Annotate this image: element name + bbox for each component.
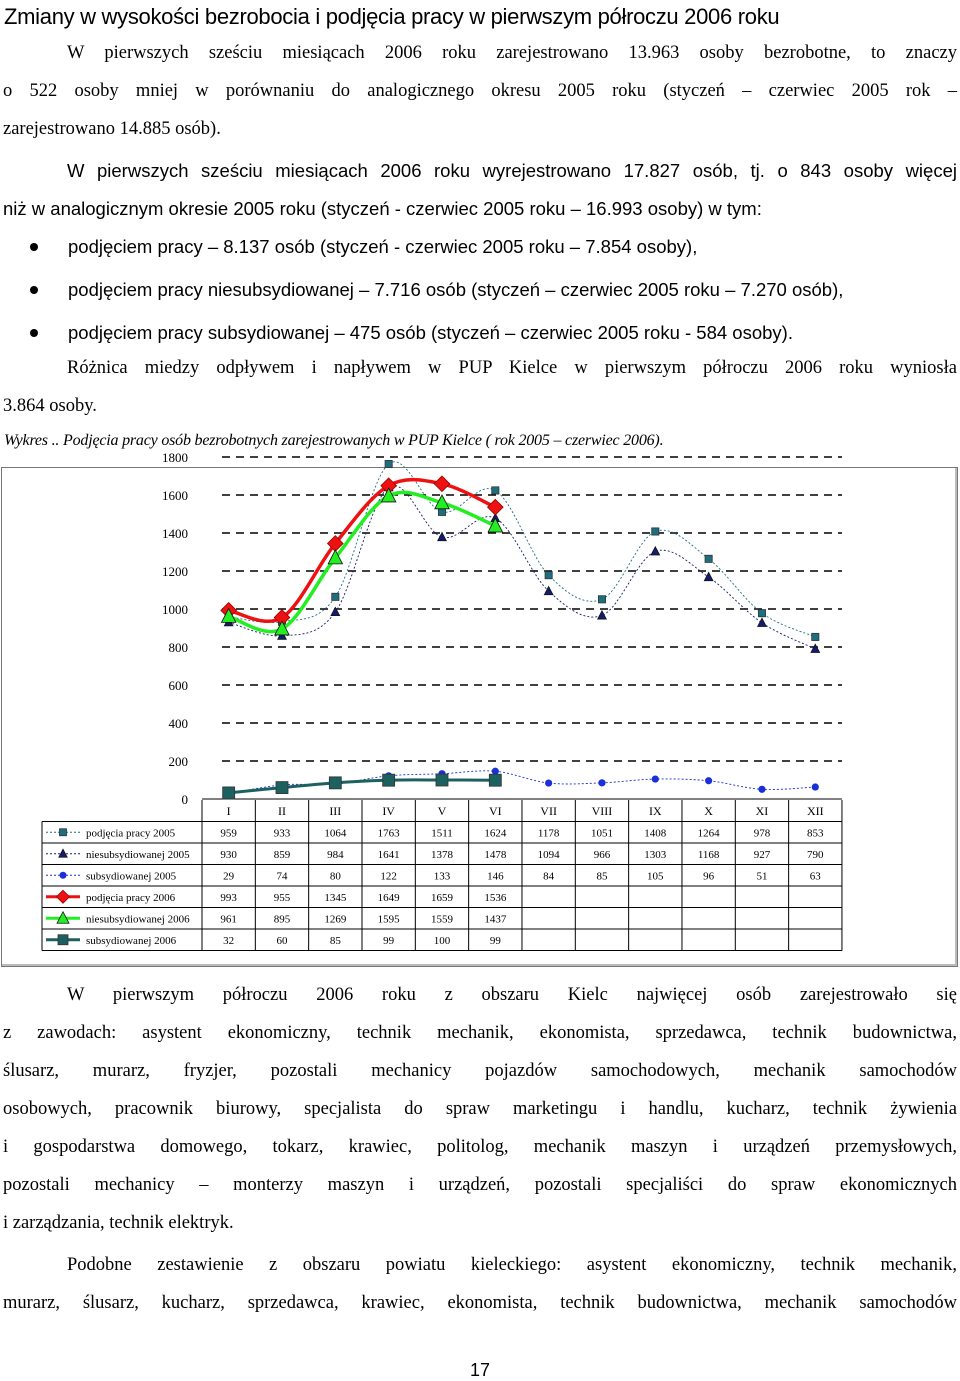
y-tick-label: 400 xyxy=(168,716,188,731)
legend-label: subsydiowanej 2006 xyxy=(86,934,177,947)
y-tick-label: 0 xyxy=(181,792,188,807)
data-point xyxy=(812,633,819,640)
data-label: 80 xyxy=(329,870,341,883)
y-tick-label: 1600 xyxy=(162,488,188,503)
data-label: 29 xyxy=(223,870,235,883)
paragraph-registrations xyxy=(3,34,957,148)
y-tick-label: 1000 xyxy=(162,602,188,617)
legend-label: podjęcia pracy 2005 xyxy=(86,827,176,840)
data-point xyxy=(651,547,660,555)
data-label: 978 xyxy=(753,827,771,840)
data-label: 961 xyxy=(220,913,237,926)
data-point xyxy=(811,644,820,652)
data-point xyxy=(652,775,659,782)
data-label: 84 xyxy=(543,870,555,883)
data-label: 1511 xyxy=(431,827,453,840)
data-label: 1408 xyxy=(644,827,667,840)
data-label: 1763 xyxy=(377,827,400,840)
data-point xyxy=(652,528,659,535)
data-label: 790 xyxy=(807,848,824,861)
data-label: 60 xyxy=(276,934,288,947)
paragraph-professions-county xyxy=(3,1246,957,1322)
data-label: 1437 xyxy=(484,913,507,926)
data-label: 1094 xyxy=(537,848,560,861)
data-point xyxy=(545,572,552,579)
legend-label: niesubsydiowanej 2006 xyxy=(86,913,190,926)
data-label: 927 xyxy=(753,848,771,861)
data-label: 100 xyxy=(433,934,451,947)
data-point xyxy=(492,487,499,494)
x-tick-label: II xyxy=(277,804,286,818)
y-tick-label: 1400 xyxy=(162,526,188,541)
data-label: 99 xyxy=(383,934,395,947)
data-label: 85 xyxy=(329,934,341,947)
paragraph-line: 3.864 osoby. xyxy=(3,396,97,416)
series-line xyxy=(229,771,816,794)
data-label: 1168 xyxy=(697,848,720,861)
paragraph-line: z zawodach: asystent ekonomiczny, technik mechanik, ekonomista, sprzedawca, technik budownictwa, xyxy=(3,1023,957,1043)
paragraph-line: pozostali mechanicy – monterzy maszyn i urządzeń, pozostali specjaliści do spraw ekonomicznych xyxy=(3,1175,957,1195)
bullet-text: podjęciem pracy niesubsydiowanej – 7.716 osób (styczeń – czerwiec 2005 roku – 7.270 osób), xyxy=(68,279,844,300)
paragraph-line: Różnica miedzy odpływem i napływem w PUP Kielce w pierwszym półroczu 2006 roku wyniosła xyxy=(67,358,957,378)
data-label: 1345 xyxy=(324,891,347,904)
y-tick-label: 800 xyxy=(168,640,188,655)
paragraph-professions-kielce xyxy=(3,976,957,1242)
data-label: 1595 xyxy=(377,913,400,926)
data-label: 959 xyxy=(220,827,237,840)
bullet-icon xyxy=(30,286,38,294)
data-label: 1659 xyxy=(430,891,453,904)
legend-marker xyxy=(57,890,70,903)
bullet-icon xyxy=(30,329,38,337)
data-point xyxy=(812,783,819,790)
page-title: Zmiany w wysokości bezrobocia i podjęcia pracy w pierwszym półroczu 2006 roku xyxy=(4,4,780,29)
data-label: 1624 xyxy=(484,827,507,840)
x-tick-label: V xyxy=(437,804,447,818)
paragraph-deregistrations xyxy=(3,152,957,228)
data-point xyxy=(492,768,499,775)
data-label: 122 xyxy=(380,870,397,883)
data-point xyxy=(276,782,288,794)
x-tick-label: VI xyxy=(488,804,502,818)
data-label: 133 xyxy=(433,870,451,883)
data-label: 1064 xyxy=(324,827,347,840)
paragraph-line: ślusarz, murarz, fryzjer, pozostali mechanicy pojazdów samochodowych, mechanik samochodów xyxy=(3,1061,957,1081)
y-tick-label: 1800 xyxy=(162,450,188,465)
paragraph-difference xyxy=(3,349,957,425)
paragraph-line: zarejestrowano 14.885 osób). xyxy=(3,119,221,139)
data-label: 1269 xyxy=(324,913,347,926)
data-point xyxy=(434,476,450,492)
data-label: 74 xyxy=(276,870,288,883)
x-tick-label: XI xyxy=(755,804,769,818)
data-label: 99 xyxy=(489,934,501,947)
paragraph-line: W pierwszym półroczu 2006 roku z obszaru Kielc najwięcej osób zarejestrowało się xyxy=(67,985,957,1005)
data-point xyxy=(489,774,501,786)
data-label: 96 xyxy=(703,870,715,883)
page-number: 17 xyxy=(469,1360,491,1380)
data-point xyxy=(488,499,504,515)
data-label: 984 xyxy=(327,848,344,861)
series-line xyxy=(229,480,496,622)
legend-label: subsydiowanej 2005 xyxy=(86,870,177,883)
data-label: 853 xyxy=(807,827,824,840)
data-point xyxy=(758,610,765,617)
data-label: 105 xyxy=(647,870,664,883)
data-label: 859 xyxy=(273,848,291,861)
x-tick-label: X xyxy=(704,804,713,818)
data-label: 32 xyxy=(223,934,235,947)
data-label: 1536 xyxy=(484,891,507,904)
series-line xyxy=(229,462,816,637)
y-tick-label: 1200 xyxy=(162,564,188,579)
data-label: 1478 xyxy=(484,848,507,861)
data-point xyxy=(545,779,552,786)
data-point xyxy=(705,555,712,562)
data-point xyxy=(383,774,395,786)
data-label: 1051 xyxy=(590,827,613,840)
paragraph-line: murarz, ślusarz, kucharz, sprzedawca, krawiec, ekonomista, technik budownictwa, mechanik samochodów xyxy=(3,1293,957,1313)
data-point xyxy=(758,618,767,626)
x-tick-label: III xyxy=(329,804,342,818)
data-point xyxy=(598,611,607,619)
data-label: 146 xyxy=(487,870,504,883)
data-label: 933 xyxy=(273,827,291,840)
data-point xyxy=(329,777,341,789)
paragraph-line: W pierwszych sześciu miesiącach 2006 roku zarejestrowano 13.963 osoby bezrobotne, to znaczy xyxy=(67,43,957,63)
legend-label: niesubsydiowanej 2005 xyxy=(86,848,190,861)
data-label: 85 xyxy=(596,870,608,883)
legend-marker xyxy=(60,829,67,836)
x-tick-label: XII xyxy=(806,804,824,818)
data-label: 51 xyxy=(756,870,768,883)
data-point xyxy=(704,572,713,580)
chart-container xyxy=(1,450,958,967)
paragraph-line: osobowych, pracownik biurowy, specjalista do spraw marketingu i handlu, kucharz, technik żywienia xyxy=(3,1099,957,1119)
data-point xyxy=(436,774,448,786)
x-tick-label: VII xyxy=(540,804,557,818)
data-point xyxy=(332,593,339,600)
legend-marker xyxy=(58,935,68,945)
data-label: 955 xyxy=(273,891,291,904)
data-label: 1559 xyxy=(430,913,453,926)
paragraph-line: o 522 osoby mniej w porównaniu do analogicznego okresu 2005 roku (styczeń – czerwiec 2005 rok – xyxy=(3,81,957,101)
data-label: 1641 xyxy=(377,848,400,861)
data-label: 1264 xyxy=(697,827,720,840)
data-label: 1178 xyxy=(537,827,560,840)
legend-marker xyxy=(60,872,67,879)
paragraph-line: i zarządzania, technik elektryk. xyxy=(3,1213,234,1233)
data-point xyxy=(223,787,235,799)
chart-caption: Wykres .. Podjęcia pracy osób bezrobotnych zarejestrowanych w PUP Kielce ( rok 2005 – czerwiec 2006). xyxy=(4,432,664,449)
data-point xyxy=(438,508,445,515)
bullet-text: podjęciem pracy subsydiowanej – 475 osób (styczeń – czerwiec 2005 roku - 584 osoby). xyxy=(68,322,793,343)
line-chart xyxy=(2,450,957,966)
data-point xyxy=(705,777,712,784)
y-tick-label: 200 xyxy=(168,754,188,769)
data-label: 1303 xyxy=(644,848,667,861)
bullet-icon xyxy=(30,243,38,251)
data-label: 930 xyxy=(220,848,237,861)
data-label: 1649 xyxy=(377,891,400,904)
data-label: 1378 xyxy=(430,848,453,861)
series-line xyxy=(229,485,816,648)
x-tick-label: IX xyxy=(648,804,662,818)
data-point xyxy=(385,460,392,467)
legend-marker xyxy=(59,849,67,857)
paragraph-line: niż w analogicznym okresie 2005 roku (styczeń - czerwiec 2005 roku – 16.993 osoby) w tym: xyxy=(3,198,762,219)
data-label: 895 xyxy=(273,913,291,926)
y-tick-label: 600 xyxy=(168,678,188,693)
x-tick-label: I xyxy=(226,804,231,818)
data-label: 63 xyxy=(809,870,821,883)
data-point xyxy=(598,596,605,603)
data-label: 993 xyxy=(220,891,237,904)
paragraph-line: W pierwszych sześciu miesiącach 2006 roku wyrejestrowano 17.827 osób, tj. o 843 osoby więcej xyxy=(67,160,957,181)
bullet-text: podjęciem pracy – 8.137 osób (styczeń - czerwiec 2005 roku – 7.854 osoby), xyxy=(68,236,698,257)
legend-label: podjęcia pracy 2006 xyxy=(86,891,176,904)
series-line xyxy=(229,492,496,631)
paragraph-line: Podobne zestawienie z obszaru powiatu kieleckiego: asystent ekonomiczny, technik mechanik, xyxy=(67,1255,957,1275)
data-point xyxy=(758,786,765,793)
x-tick-label: IV xyxy=(382,804,395,818)
x-tick-label: VIII xyxy=(591,804,613,818)
data-point xyxy=(598,779,605,786)
data-label: 966 xyxy=(593,848,611,861)
paragraph-line: i gospodarstwa domowego, tokarz, krawiec, politolog, mechanik maszyn i urządzeń przemysłowych, xyxy=(3,1137,957,1157)
